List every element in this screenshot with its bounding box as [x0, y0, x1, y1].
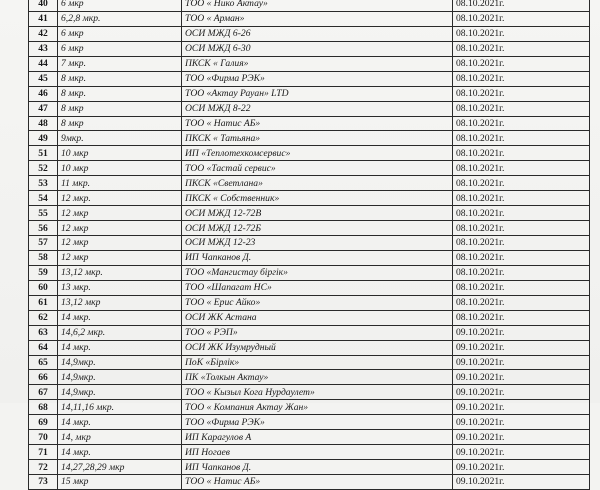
row-number: 66 [29, 370, 58, 385]
microdistrict-cell: 10 мкр [58, 161, 182, 176]
row-number: 68 [29, 400, 58, 415]
row-number: 60 [29, 280, 58, 295]
row-number: 69 [29, 415, 58, 430]
date-cell: 08.10.2021г. [453, 56, 590, 71]
row-number: 55 [29, 206, 58, 221]
organization-cell: ТОО «Тастай сервис» [182, 161, 453, 176]
table-row [29, 41, 590, 56]
date-cell: 08.10.2021г. [453, 310, 590, 325]
row-number: 67 [29, 385, 58, 400]
date-cell: 08.10.2021г. [453, 250, 590, 265]
date-cell: 08.10.2021г. [453, 116, 590, 131]
microdistrict-cell: 15 мкр [58, 475, 182, 490]
row-number: 40 [29, 0, 58, 11]
table-row [29, 71, 590, 86]
date-cell: 08.10.2021г. [453, 86, 590, 101]
table-row [29, 265, 590, 280]
row-number: 45 [29, 71, 58, 86]
organization-cell: ТОО «Актау Рауан» LTD [182, 86, 453, 101]
row-number: 70 [29, 430, 58, 445]
table-row [29, 86, 590, 101]
table-row [29, 191, 590, 206]
date-cell: 08.10.2021г. [453, 236, 590, 251]
microdistrict-cell: 7 мкр. [58, 56, 182, 71]
date-cell: 09.10.2021г. [453, 370, 590, 385]
organization-cell: ПоК «Бірлік» [182, 355, 453, 370]
row-number: 65 [29, 355, 58, 370]
microdistrict-cell: 10 мкр [58, 146, 182, 161]
date-cell: 08.10.2021г. [453, 41, 590, 56]
microdistrict-cell: 14,11,16 мкр. [58, 400, 182, 415]
organization-cell: ТОО «Мангистау біргік» [182, 265, 453, 280]
microdistrict-cell: 12 мкр [58, 221, 182, 236]
microdistrict-cell: 6 мкр [58, 41, 182, 56]
table-row [29, 280, 590, 295]
row-number: 46 [29, 86, 58, 101]
row-number: 64 [29, 340, 58, 355]
table-row [29, 250, 590, 265]
date-cell: 09.10.2021г. [453, 385, 590, 400]
microdistrict-cell: 14,9мкр. [58, 370, 182, 385]
table-row [29, 206, 590, 221]
date-cell: 08.10.2021г. [453, 71, 590, 86]
table-row [29, 146, 590, 161]
organization-cell: ИП Чапканов Д. [182, 460, 453, 475]
date-cell: 09.10.2021г. [453, 460, 590, 475]
table-row [29, 221, 590, 236]
table-row [29, 295, 590, 310]
organization-cell: ТОО « Натис АБ» [182, 116, 453, 131]
row-number: 49 [29, 131, 58, 146]
row-number: 44 [29, 56, 58, 71]
date-cell: 08.10.2021г. [453, 191, 590, 206]
microdistrict-cell: 8 мкр [58, 116, 182, 131]
organization-cell: ТОО «Фирма РЭК» [182, 415, 453, 430]
row-number: 57 [29, 236, 58, 251]
row-number: 71 [29, 445, 58, 460]
register-table-body [29, 0, 590, 489]
microdistrict-cell: 8 мкр [58, 101, 182, 116]
table-row [29, 131, 590, 146]
table-row [29, 101, 590, 116]
date-cell: 08.10.2021г. [453, 295, 590, 310]
row-number: 51 [29, 146, 58, 161]
microdistrict-cell: 12 мкр [58, 250, 182, 265]
organization-cell: ОСИ ЖК Изумрудный [182, 340, 453, 355]
date-cell: 09.10.2021г. [453, 325, 590, 340]
table-row [29, 161, 590, 176]
table-row [29, 475, 590, 490]
date-cell: 08.10.2021г. [453, 146, 590, 161]
row-number: 43 [29, 41, 58, 56]
date-cell: 08.10.2021г. [453, 131, 590, 146]
table-row [29, 460, 590, 475]
row-number: 47 [29, 101, 58, 116]
row-number: 56 [29, 221, 58, 236]
organization-cell: ОСИ МЖД 8-22 [182, 101, 453, 116]
date-cell: 08.10.2021г. [453, 0, 590, 11]
organization-cell: ТОО «Фирма РЭК» [182, 71, 453, 86]
date-cell: 08.10.2021г. [453, 11, 590, 26]
organization-cell: ПКСК « Галия» [182, 56, 453, 71]
date-cell: 08.10.2021г. [453, 26, 590, 41]
microdistrict-cell: 6 мкр [58, 26, 182, 41]
microdistrict-cell: 14,9мкр. [58, 385, 182, 400]
row-number: 53 [29, 176, 58, 191]
microdistrict-cell: 14,9мкр. [58, 355, 182, 370]
row-number: 52 [29, 161, 58, 176]
date-cell: 08.10.2021г. [453, 176, 590, 191]
row-number: 42 [29, 26, 58, 41]
date-cell: 08.10.2021г. [453, 206, 590, 221]
organization-cell: ТОО « Кызыл Кога Нурдаулет» [182, 385, 453, 400]
date-cell: 08.10.2021г. [453, 101, 590, 116]
organization-cell: ТОО « Нико Актау» [182, 0, 453, 11]
microdistrict-cell: 14 мкр. [58, 340, 182, 355]
row-number: 73 [29, 475, 58, 490]
microdistrict-cell: 13,12 мкр. [58, 265, 182, 280]
microdistrict-cell: 9мкр. [58, 131, 182, 146]
date-cell: 08.10.2021г. [453, 221, 590, 236]
date-cell: 08.10.2021г. [453, 161, 590, 176]
microdistrict-cell: 14,27,28,29 мкр [58, 460, 182, 475]
table-row [29, 0, 590, 11]
date-cell: 09.10.2021г. [453, 430, 590, 445]
table-row [29, 116, 590, 131]
organization-cell: ТОО « РЭП» [182, 325, 453, 340]
row-number: 62 [29, 310, 58, 325]
date-cell: 09.10.2021г. [453, 475, 590, 490]
organization-cell: ТОО « Ерис Айко» [182, 295, 453, 310]
organization-cell: ТОО « Натис АБ» [182, 475, 453, 490]
table-row [29, 340, 590, 355]
microdistrict-cell: 13 мкр. [58, 280, 182, 295]
microdistrict-cell: 8 мкр. [58, 86, 182, 101]
organization-cell: ПКСК « Татьяна» [182, 131, 453, 146]
table-row [29, 370, 590, 385]
row-number: 41 [29, 11, 58, 26]
row-number: 59 [29, 265, 58, 280]
table-row [29, 56, 590, 71]
table-row [29, 445, 590, 460]
organization-cell: ТОО « Арман» [182, 11, 453, 26]
microdistrict-cell: 6 мкр [58, 0, 182, 11]
date-cell: 09.10.2021г. [453, 340, 590, 355]
organization-cell: ТОО « Компания Актау Жан» [182, 400, 453, 415]
microdistrict-cell: 11 мкр. [58, 176, 182, 191]
microdistrict-cell: 12 мкр [58, 236, 182, 251]
table-row [29, 415, 590, 430]
microdistrict-cell: 14 мкр. [58, 415, 182, 430]
date-cell: 09.10.2021г. [453, 415, 590, 430]
row-number: 61 [29, 295, 58, 310]
row-number: 72 [29, 460, 58, 475]
organization-cell: ОСИ МЖД 6-26 [182, 26, 453, 41]
microdistrict-cell: 8 мкр. [58, 71, 182, 86]
organization-cell: ОСИ МЖД 6-30 [182, 41, 453, 56]
register-table [28, 0, 590, 490]
organization-cell: ИП «Теплотехкомсервис» [182, 146, 453, 161]
table-row [29, 26, 590, 41]
organization-cell: ПКСК « Собственник» [182, 191, 453, 206]
organization-cell: ПКСК «Светлана» [182, 176, 453, 191]
microdistrict-cell: 14, мкр [58, 430, 182, 445]
table-row [29, 355, 590, 370]
microdistrict-cell: 6,2,8 мкр. [58, 11, 182, 26]
row-number: 54 [29, 191, 58, 206]
organization-cell: ОСИ МЖД 12-72Б [182, 221, 453, 236]
date-cell: 09.10.2021г. [453, 400, 590, 415]
row-number: 48 [29, 116, 58, 131]
organization-cell: ОСИ МЖД 12-72В [182, 206, 453, 221]
row-number: 63 [29, 325, 58, 340]
organization-cell: ТОО «Шапагат НС» [182, 280, 453, 295]
organization-cell: ИП Чапканов Д. [182, 250, 453, 265]
table-row [29, 430, 590, 445]
organization-cell: ИП Карагулов А [182, 430, 453, 445]
table-row [29, 310, 590, 325]
table-row [29, 400, 590, 415]
organization-cell: ОСИ МЖД 12-23 [182, 236, 453, 251]
row-number: 58 [29, 250, 58, 265]
organization-cell: ПК «Толкын Актау» [182, 370, 453, 385]
microdistrict-cell: 13,12 мкр [58, 295, 182, 310]
date-cell: 09.10.2021г. [453, 355, 590, 370]
microdistrict-cell: 14 мкр. [58, 445, 182, 460]
date-cell: 08.10.2021г. [453, 265, 590, 280]
microdistrict-cell: 14,6,2 мкр. [58, 325, 182, 340]
microdistrict-cell: 12 мкр [58, 206, 182, 221]
table-row [29, 325, 590, 340]
date-cell: 08.10.2021г. [453, 280, 590, 295]
microdistrict-cell: 14 мкр. [58, 310, 182, 325]
organization-cell: ИП Ногаев [182, 445, 453, 460]
table-row [29, 236, 590, 251]
table-row [29, 11, 590, 26]
microdistrict-cell: 12 мкр. [58, 191, 182, 206]
date-cell: 09.10.2021г. [453, 445, 590, 460]
organization-cell: ОСИ ЖК Астана [182, 310, 453, 325]
table-row [29, 176, 590, 191]
table-row [29, 385, 590, 400]
